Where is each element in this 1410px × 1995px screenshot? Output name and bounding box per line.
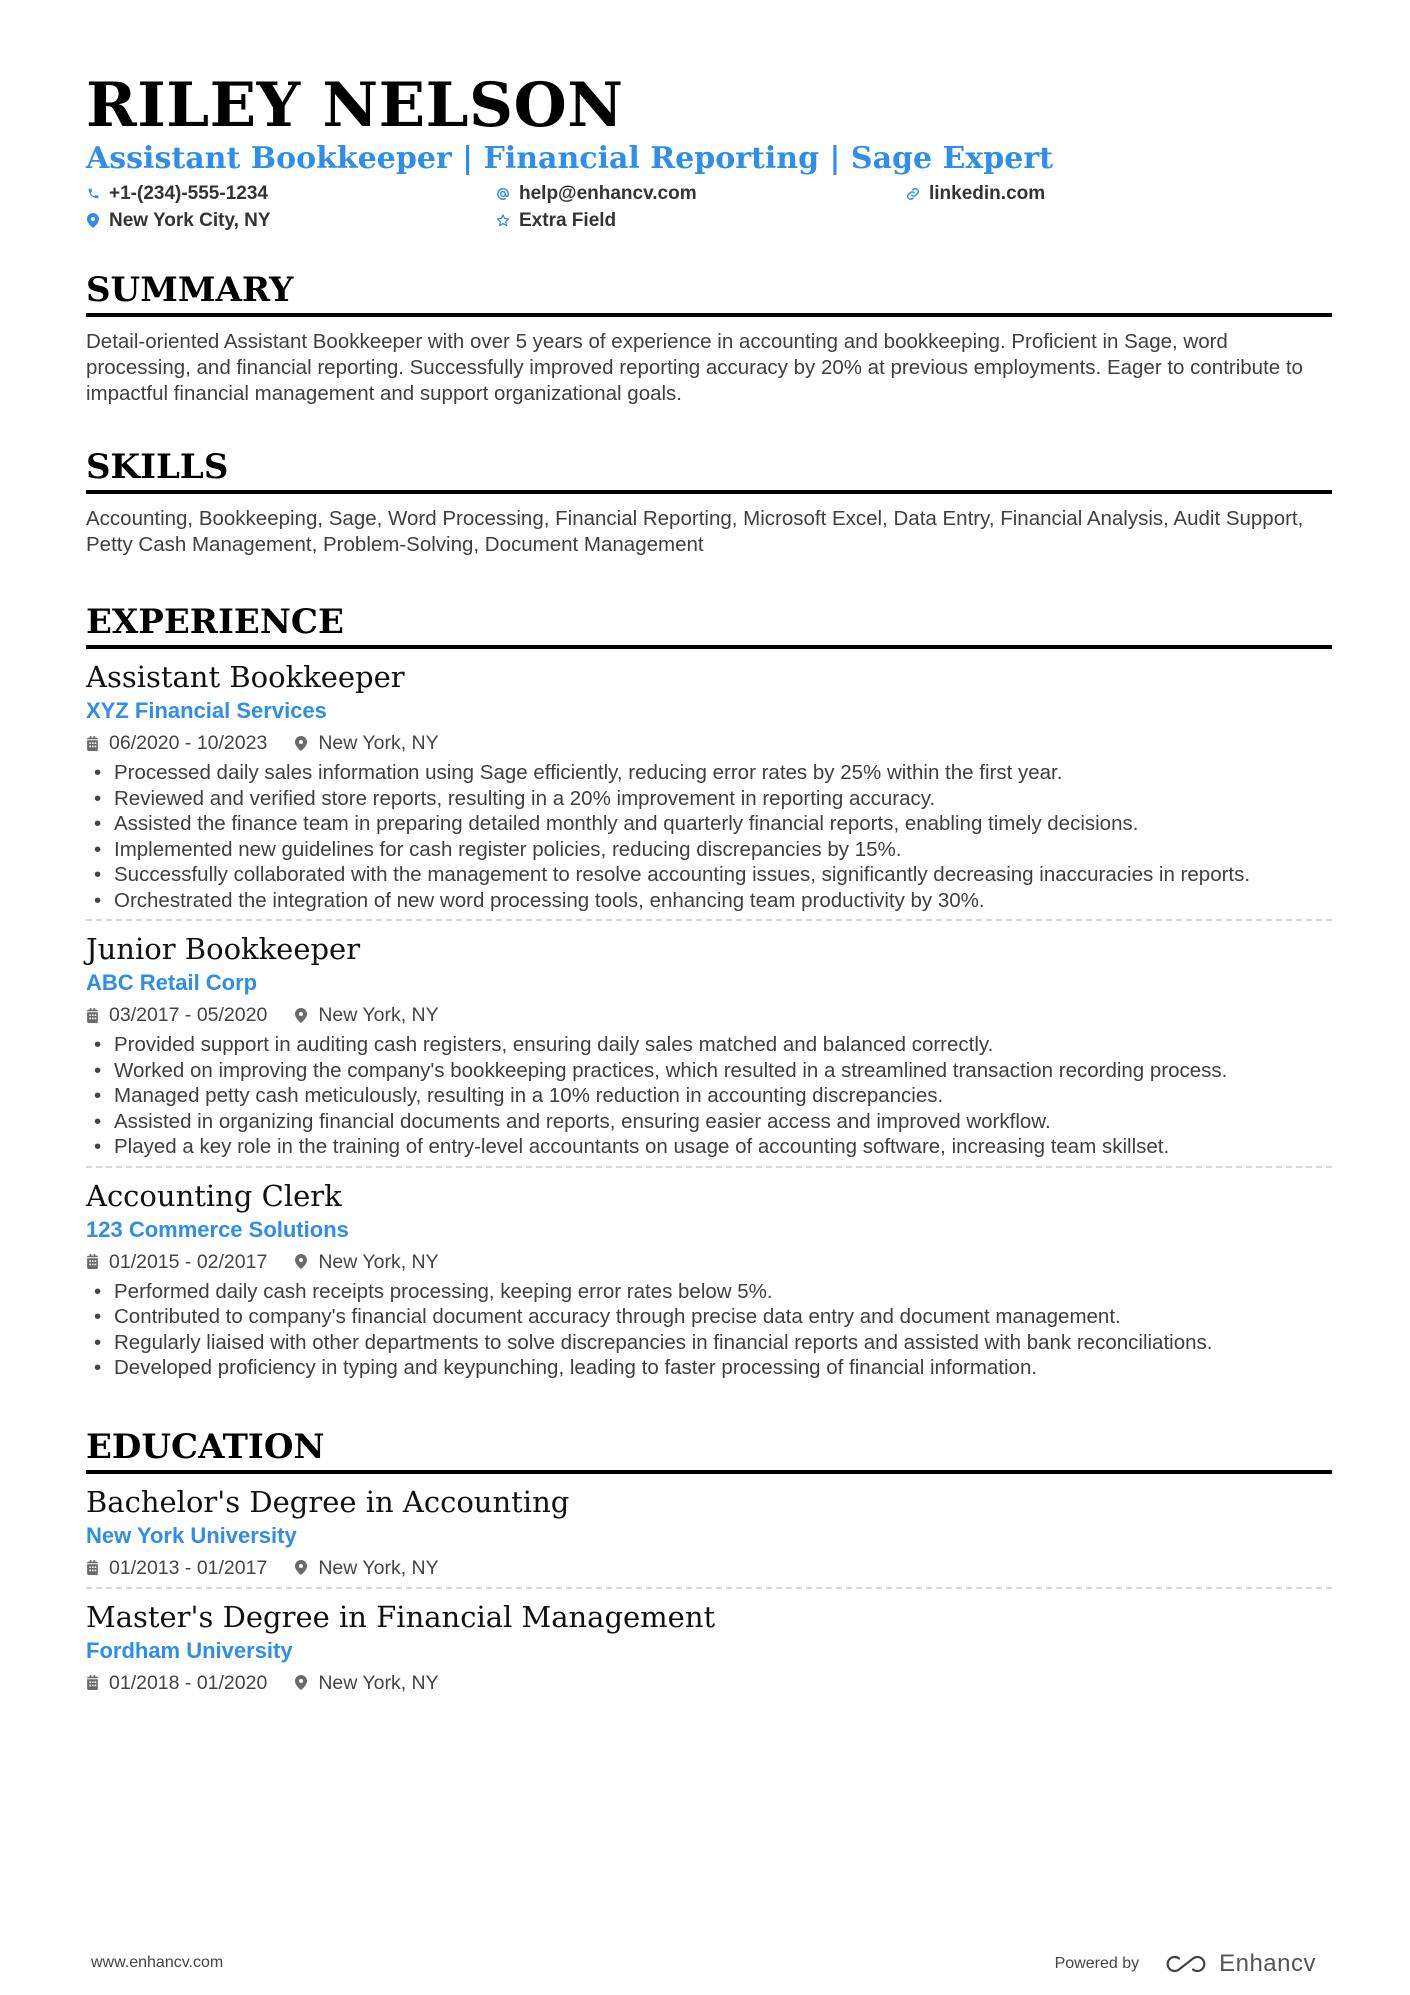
email-text: help@enhancv.com bbox=[519, 182, 697, 204]
job-title: Junior Bookkeeper bbox=[86, 932, 361, 966]
bullet-item: • Assisted in organizing financial documents and reports, ensuring easier access and improved workflow. bbox=[86, 1109, 1332, 1135]
job-title: Assistant Bookkeeper bbox=[86, 660, 405, 694]
entry-location: New York, NY bbox=[318, 1671, 439, 1694]
bullet-list bbox=[86, 1279, 1332, 1381]
powered-by bbox=[1055, 1950, 1316, 1978]
experience-entry bbox=[86, 919, 1332, 1166]
entry-location: New York, NY bbox=[318, 1004, 439, 1026]
school-name[interactable]: New York University bbox=[86, 1522, 297, 1548]
experience-title: EXPERIENCE bbox=[86, 602, 1332, 649]
entry-location: New York, NY bbox=[318, 1250, 439, 1273]
entry-meta bbox=[86, 730, 1332, 756]
brand-name: Enhancv bbox=[1219, 1950, 1316, 1977]
contact-phone[interactable] bbox=[86, 182, 496, 205]
at-icon bbox=[496, 186, 510, 202]
location-text: New York City, NY bbox=[109, 209, 271, 231]
enhancv-logo-icon bbox=[1163, 1952, 1209, 1976]
calendar-icon bbox=[86, 1007, 100, 1023]
contact-location bbox=[86, 209, 496, 232]
phone-text: +1-(234)-555-1234 bbox=[109, 182, 268, 204]
entry-location-wrap bbox=[295, 1555, 438, 1581]
entry-meta bbox=[86, 1002, 1332, 1028]
entry-dates: 01/2013 - 01/2017 bbox=[109, 1556, 268, 1579]
education-list bbox=[86, 1484, 1332, 1702]
linkedin-text: linkedin.com bbox=[929, 182, 1046, 204]
experience-entry bbox=[86, 659, 1332, 919]
extra-text: Extra Field bbox=[519, 209, 617, 231]
bullet-item: • Worked on improving the company's bookkeeping practices, which resulted in a streamlined transaction recording process. bbox=[86, 1058, 1332, 1084]
location-pin-icon bbox=[295, 1254, 309, 1270]
summary-section bbox=[86, 270, 1332, 407]
footer-url[interactable]: www.enhancv.com bbox=[91, 1954, 224, 1971]
entry-dates: 01/2018 - 01/2020 bbox=[109, 1671, 268, 1694]
contact-email[interactable] bbox=[496, 182, 906, 205]
contact-info bbox=[86, 182, 1332, 232]
entry-location-wrap bbox=[295, 1002, 438, 1028]
entry-location: New York, NY bbox=[318, 732, 439, 754]
bullet-item: • Regularly liaised with other departments to solve discrepancies in financial reports and assisted with bank reconciliations. bbox=[86, 1330, 1332, 1356]
entry-dates: 01/2015 - 02/2017 bbox=[109, 1250, 268, 1273]
entry-meta bbox=[86, 1670, 1332, 1696]
calendar-icon bbox=[86, 1560, 100, 1576]
company-name[interactable]: XYZ Financial Services bbox=[86, 698, 327, 723]
bullet-item: • Performed daily cash receipts processing, keeping error rates below 5%. bbox=[86, 1279, 1332, 1305]
entry-meta bbox=[86, 1555, 1332, 1581]
skills-section bbox=[86, 447, 1332, 558]
education-entry bbox=[86, 1587, 1332, 1702]
location-pin-icon bbox=[295, 735, 309, 751]
skills-title: SKILLS bbox=[86, 447, 1332, 494]
experience-section bbox=[86, 602, 1332, 1387]
job-title: Accounting Clerk bbox=[86, 1178, 342, 1213]
entry-meta bbox=[86, 1249, 1332, 1275]
bullet-item: • Provided support in auditing cash registers, ensuring daily sales matched and balanced correctly. bbox=[86, 1032, 1332, 1058]
company-name[interactable]: ABC Retail Corp bbox=[86, 970, 258, 995]
entry-location-wrap bbox=[295, 1670, 438, 1696]
location-pin-icon bbox=[295, 1560, 309, 1576]
degree-title: Master's Degree in Financial Management bbox=[86, 1599, 716, 1634]
location-pin-icon bbox=[295, 1675, 309, 1691]
calendar-icon bbox=[86, 1675, 100, 1691]
bullet-item: • Developed proficiency in typing and keypunching, leading to faster processing of financial information. bbox=[86, 1355, 1332, 1381]
contact-extra bbox=[496, 209, 906, 232]
bullet-item: • Processed daily sales information using Sage efficiently, reducing error rates by 25% within the first year. bbox=[86, 760, 1332, 786]
experience-list bbox=[86, 659, 1332, 1387]
brand-logo[interactable] bbox=[1163, 1950, 1316, 1978]
bullet-item: • Played a key role in the training of entry-level accountants on usage of accounting software, increasing team skillset. bbox=[86, 1134, 1332, 1160]
bullet-item: • Reviewed and verified store reports, resulting in a 20% improvement in reporting accuracy. bbox=[86, 786, 1332, 812]
bullet-item: • Successfully collaborated with the management to resolve accounting issues, significantly decreasing inaccuracies in reports. bbox=[86, 862, 1332, 888]
bullet-item: • Managed petty cash meticulously, resulting in a 10% reduction in accounting discrepancies. bbox=[86, 1083, 1332, 1109]
school-name[interactable]: Fordham University bbox=[86, 1637, 293, 1663]
powered-by-label: Powered by bbox=[1054, 1955, 1140, 1972]
bullet-list bbox=[86, 760, 1332, 913]
degree-title: Bachelor's Degree in Accounting bbox=[86, 1484, 570, 1519]
education-entry bbox=[86, 1484, 1332, 1587]
skills-text: Accounting, Bookkeeping, Sage, Word Processing, Financial Reporting, Microsoft Excel, Data Entry, Financial Analysis, Audit Support, Petty Cash Management, Problem-Solving, Document Management bbox=[86, 507, 1304, 556]
footer bbox=[0, 1950, 1410, 1980]
summary-text: Detail-oriented Assistant Bookkeeper with over 5 years of experience in accounting and bookkeeping. Proficient in Sage, word processing, and financial reporting. Successfully improved reporting accuracy by 20% at previous employments. Eager to contribute to impactful financial management and support organizational goals. bbox=[86, 330, 1303, 405]
education-section bbox=[86, 1427, 1332, 1702]
candidate-name: RILEY NELSON bbox=[86, 70, 624, 141]
education-title: EDUCATION bbox=[86, 1427, 1332, 1474]
bullet-item: • Assisted the finance team in preparing detailed monthly and quarterly financial reports, enabling timely decisions. bbox=[86, 811, 1332, 837]
bullet-item: • Contributed to company's financial document accuracy through precise data entry and document management. bbox=[86, 1304, 1332, 1330]
phone-icon bbox=[86, 186, 100, 202]
calendar-icon bbox=[86, 735, 100, 751]
summary-title: SUMMARY bbox=[86, 270, 1332, 317]
bullet-item: • Orchestrated the integration of new word processing tools, enhancing team productivity by 30%. bbox=[86, 888, 1332, 914]
calendar-icon bbox=[86, 1254, 100, 1270]
link-icon bbox=[906, 186, 920, 202]
entry-location-wrap bbox=[295, 1249, 438, 1275]
entry-location-wrap bbox=[295, 730, 438, 756]
bullet-list bbox=[86, 1032, 1332, 1160]
bullet-item: • Implemented new guidelines for cash register policies, reducing discrepancies by 15%. bbox=[86, 837, 1332, 863]
entry-dates: 03/2017 - 05/2020 bbox=[109, 1004, 268, 1026]
entry-dates: 06/2020 - 10/2023 bbox=[109, 732, 268, 754]
location-pin-icon bbox=[295, 1007, 309, 1023]
header bbox=[86, 70, 1332, 232]
star-icon bbox=[496, 213, 510, 229]
candidate-tagline: Assistant Bookkeeper | Financial Reporting | Sage Expert bbox=[86, 141, 1053, 176]
experience-entry bbox=[86, 1166, 1332, 1387]
location-pin-icon bbox=[86, 213, 100, 229]
company-name[interactable]: 123 Commerce Solutions bbox=[86, 1216, 349, 1242]
resume-content bbox=[86, 70, 1332, 1702]
contact-linkedin[interactable] bbox=[906, 182, 1326, 205]
entry-location: New York, NY bbox=[318, 1556, 439, 1579]
